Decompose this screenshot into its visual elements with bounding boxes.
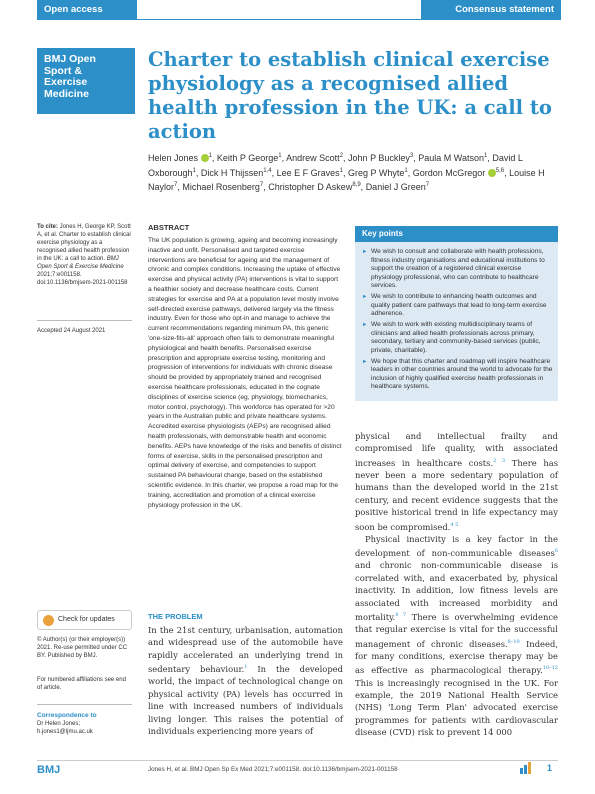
cite-journal: BMJ Open Sport & Exercise Medicine (37, 256, 124, 270)
affiliation-number: 2 (339, 153, 344, 159)
body-text: In the 21st century, urbanisation, automation and widespread use of the automobile have rapidly accelerated an underlying trend in sedentary behaviour. (148, 625, 343, 675)
author-name[interactable]: John P Buckley (348, 153, 410, 163)
check-updates-label: Check for updates (58, 616, 115, 623)
article-title: Charter to establish clinical exercise physiology as a recognised allied health profession in the UK: a call to action (148, 48, 552, 143)
reference-link[interactable]: 4 5 (450, 521, 459, 528)
sidebar-divider (37, 704, 132, 705)
copyright-notice: © Author(s) (or their employer(s)) 2021. Re-use permitted under CC BY. Published by BMJ. (37, 637, 128, 659)
author-name[interactable]: Paula M Watson (418, 153, 484, 163)
body-paragraph (355, 533, 558, 739)
footer-rule (37, 760, 558, 761)
section-heading: THE PROBLEM (148, 612, 203, 621)
affiliation-number: 5,6 (495, 167, 505, 174)
key-point-item: ► We wish to consult and collaborate with health professions, fitness industry organisations and educational institutions to support the creation of a registered clinical exercise physiology professional, who can contribute to healthcare services. (362, 248, 554, 291)
cite-doi[interactable]: 2021;7:e001158. doi:10.1136/bmjsem-2021-001158 (37, 272, 128, 286)
body-paragraph (148, 624, 343, 737)
body-text: Indeed, for many conditions, exercise therapy may be as effective as pharmacological therapy. (355, 638, 558, 676)
key-points-list (362, 248, 554, 394)
affiliation-number: 1 (278, 153, 282, 159)
author-name[interactable]: David L Oxborough (148, 153, 523, 178)
body-text: There is overwhelming evidence that regular exercise is vital for the successful management of chronic diseases. (355, 611, 558, 649)
author-name[interactable]: Andrew Scott (286, 153, 340, 163)
body-text: and chronic non-communicable disease is correlated with, and exacerbated by, physical inactivity. In addition, low fitness levels are associated with increased morbidity and mortality. (355, 560, 558, 622)
accepted-date: Accepted 24 August 2021 (37, 328, 106, 334)
affiliation-number: 7 (259, 182, 264, 188)
body-text: There has never been a more sedentary population of humans than the developed world in the 21st century, and recent evidence suggests that the positive historical trend in life expectancy may soon be compromised. (355, 457, 559, 532)
article-type-label: Consensus statement (421, 0, 561, 20)
journal-logo[interactable] (37, 48, 135, 114)
author-name[interactable]: Michael Rosenberg (182, 182, 260, 192)
abstract-text: The UK population is growing, ageing and becoming increasingly inactive and unfit. Personalised and targeted exercise interventions are beneficial for ageing and the management of chronic and complex conditions. Increasing the uptake of effective exercise and physical activity (PA) interventions is vital to support a healthier society and decrease healthcare costs. Current strategies for exercise and PA at a population level mostly involve self-directed exercise pathways, delivered largely via the fitness industry. Even for those who opt-in and manage to achieve the current recommendations regarding minimum PA, this generic 'one-size-fits-all' approach often fails to demonstrate meaningful physiological and health benefits. Personalised exercise prescription and appropriate exercise testing, monitoring and progression of interventions for individuals with chronic disease should be provided by appropriately trained and recognised exercise healthcare professionals, educated in the cognate disciplines of exercise science (eg, physiology, biomechanics, motor control, psychology). This workforce has operated for >20 years in the Australian public and private healthcare systems. Accredited exercise physiologists (AEPs) are recognised allied health professionals, with demonstrable health and economic benefits. AEPs have knowledge of the risks and benefits of distinct forms of exercise, skills in the personalised prescription and optimal delivery of exercise, and competencies to support sustained PA behavioural change, based on the established scientific evidence. In this charter, we propose a road map for the training, accreditation and promotion of a clinical exercise physiology profession in the UK. (148, 237, 342, 509)
affiliation-number: 1,4 (263, 167, 272, 174)
key-point-item: ► We wish to contribute to enhancing health outcomes and quality patient care pathways that lead to long-term exercise adherence. (362, 293, 554, 319)
journal-logo-line: Exercise (44, 76, 88, 88)
body-text: In the developed world, the impact of technological change on physical activity (PA) levels has occurred in line with increased numbers of individuals living longer. This raises the potential of individuals experiencing more years of (148, 664, 344, 737)
author-name[interactable]: Gordon McGregor (412, 167, 486, 178)
body-text: This is increasingly recognised in the UK. For example, the 2019 National Health Service (NHS) 'Long Term Plan' advocated exercise programmes for patients with cardiovascular disease (CVD) risk to prevent 14 000 (355, 677, 558, 738)
key-point-item: ► We wish to work with existing multidisciplinary teams of clinicians and allied health professionals across primary, secondary, tertiary and community-based services (public, private, charitable). (362, 321, 554, 355)
body-text: physical and intellectual frailty and compromised life quality, with associated increases in healthcare costs. (355, 431, 558, 468)
correspondence-title: Correspondence to (37, 712, 97, 719)
bases-logo-icon (520, 762, 534, 774)
author-name[interactable]: Greg P Whyte (348, 167, 405, 178)
affiliation-number: 7 (425, 182, 430, 188)
author-name[interactable]: Christopher D Askew (268, 182, 353, 192)
body-paragraph (355, 430, 558, 533)
page-number: 1 (547, 763, 553, 773)
reference-link[interactable]: 6 (554, 548, 558, 555)
correspondence-block (37, 712, 132, 736)
key-points-box (355, 226, 558, 401)
author-name[interactable]: Daniel J Green (365, 182, 426, 192)
affiliation-number: 3 (409, 153, 414, 159)
author-name[interactable]: Keith P George (216, 153, 279, 163)
cite-text: Jones H, George KP, Scott A, et al. Charter to establish clinical exercise physiology as a recognised allied health profession in the UK: a call to action. (37, 224, 131, 262)
reference-link[interactable]: 1 (244, 664, 248, 671)
affiliation-number: 1 (208, 153, 212, 159)
author-list: Helen Jones $^1$, Keith P George$^1$, Andrew Scott$^2$, John P Buckley$^3$, Paula M Watson$^1$, David L Oxborough$^1$, Dick H Thijssen$^{1,4}$, Lee E F Graves$^1$, Greg P Whyte$^1$, Gordon McGregor $^{5,6}$, Louise H Naylor$^7$, Michael Rosenberg$^7$, Christopher D Askew$^{8,9}$, Daniel J Green$^7$ (148, 153, 545, 192)
affiliation-number: 7 (174, 182, 178, 188)
footer-citation: Jones H, et al. BMJ Open Sp Ex Med 2021;7:e001158. doi:10.1136/bmjsem-2021-001158 (148, 766, 398, 773)
sidebar-divider (37, 320, 132, 321)
affiliation-number: 8,9 (352, 182, 361, 188)
citation-block (37, 223, 132, 287)
affiliation-number: 1 (483, 153, 488, 159)
top-header (0, 0, 595, 20)
check-updates-icon (43, 615, 54, 626)
reference-link[interactable]: 6 7 (395, 612, 407, 619)
journal-logo-line: Medicine (44, 87, 89, 100)
open-access-label: Open access (37, 0, 137, 20)
key-point-item: ► We hope that this charter and roadmap will inspire healthcare leaders in other countries around the world to advocate for the inclusion of highly qualified exercise health professionals in healthcare systems. (362, 358, 554, 392)
correspondence-email[interactable]: h.jones1@ljmu.ac.uk (37, 729, 93, 735)
abstract-heading: ABSTRACT (148, 223, 190, 232)
journal-logo-line: BMJ Open (44, 53, 96, 65)
author-name[interactable]: Louise H Naylor (148, 167, 545, 192)
author-name[interactable]: Helen Jones (148, 153, 199, 163)
body-text: Physical inactivity is a key factor in the development of non-communicable diseases (355, 533, 558, 559)
affiliation-number: 1 (339, 167, 343, 174)
check-for-updates-button[interactable] (37, 610, 132, 630)
orcid-icon[interactable] (201, 154, 209, 162)
journal-logo-line: Sport & (44, 64, 82, 77)
affiliation-number: 1 (404, 167, 408, 174)
orcid-icon[interactable] (488, 169, 496, 177)
author-name[interactable]: Lee E F Graves (276, 167, 340, 178)
affiliations-note: For numbered affiliations see end of article. (37, 677, 126, 691)
reference-link[interactable]: 8–10 (507, 638, 520, 645)
body-text-column-2 (355, 430, 558, 739)
author-name[interactable]: Dick H Thijssen (200, 167, 264, 178)
header-rule (137, 19, 421, 20)
affiliation-number: 1 (192, 167, 196, 174)
reference-link[interactable]: 10–12 (542, 665, 558, 672)
reference-link[interactable]: 2 3 (493, 457, 506, 464)
cite-label: To cite: (37, 224, 58, 230)
key-points-heading: Key points (355, 226, 558, 242)
correspondence-name: Dr Helen Jones; (37, 721, 81, 727)
bmj-logo[interactable]: BMJ (37, 764, 61, 776)
